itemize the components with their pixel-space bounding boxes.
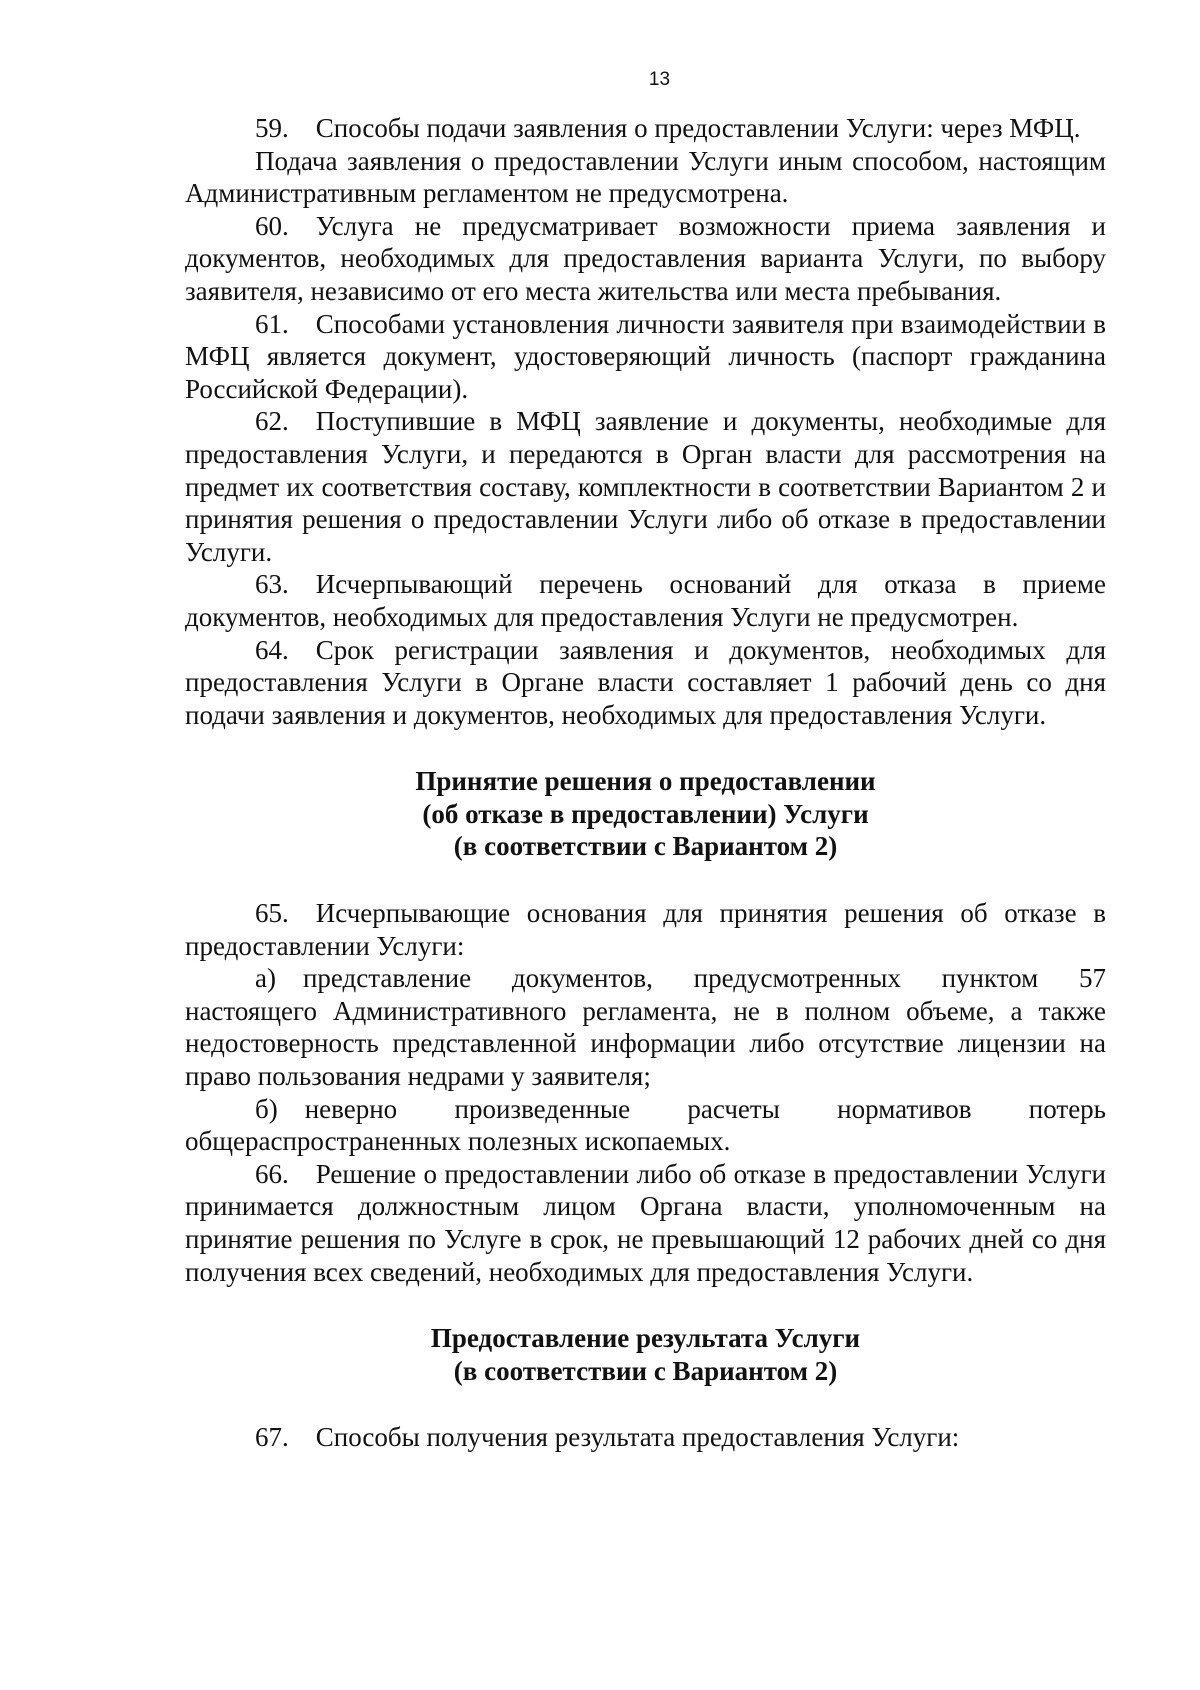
para-65: 65. Исчерпывающие основания для принятия решения об отказе в предоставлении Услуги: bbox=[185, 898, 1106, 961]
para-61: 61. Способами установления личности заявителя при взаимодействии в МФЦ является документ, удостоверяющий личность (паспорт гражданина Российской Федерации). bbox=[185, 308, 1106, 404]
para-66: 66. Решение о предоставлении либо об отказе в предоставлении Услуги принимается должностным лицом Органа власти, уполномоченным на принятие решения по Услуге в срок, не превышающий 12 рабочих дней со дня получения всех сведений, необходимых для предоставления Услуги. bbox=[185, 1158, 1106, 1287]
heading-line: (в соответствии с Вариантом 2) bbox=[453, 831, 838, 862]
page-number: 13 bbox=[648, 69, 671, 90]
para-65-a: а) представление документов, предусмотренных пунктом 57 настоящего Административного регламента, не в полном объеме, а также недостоверность представленной информации либо отсутствие лицензии на право пользования недрами у заявителя; bbox=[185, 963, 1106, 1092]
heading-line: Принятие решения о предоставлении bbox=[415, 766, 876, 797]
section-block-3 bbox=[185, 1421, 1106, 1454]
para-60: 60. Услуга не предусматривает возможности приема заявления и документов, необходимых для предоставления варианта Услуги, по выбору заявителя, независимо от его места жительства или места пребывания. bbox=[185, 210, 1106, 306]
heading-line: Предоставление результата Услуги bbox=[430, 1323, 861, 1354]
section-block-1 bbox=[185, 112, 1106, 731]
section-heading-result bbox=[185, 1322, 1106, 1387]
heading-line: (об отказе в предоставлении) Услуги bbox=[422, 798, 869, 829]
para-65-b: б) неверно произведенные расчеты нормативов потерь общераспространенных полезных ископаемых. bbox=[185, 1093, 1106, 1157]
para-62: 62. Поступившие в МФЦ заявление и документы, необходимые для предоставления Услуги, и передаются в Орган власти для рассмотрения на предмет их соответствия составу, комплектности в соответствии Вариантом 2 и принятия решения о предоставлении Услуги либо об отказе в предоставлении Услуги. bbox=[185, 406, 1106, 567]
section-heading-decision bbox=[185, 765, 1106, 863]
section-block-2 bbox=[185, 897, 1106, 1288]
para-59-cont: Подача заявления о предоставлении Услуги иным способом, настоящим Административным регламентом не предусмотрена. bbox=[185, 145, 1106, 209]
heading-line: (в соответствии с Вариантом 2) bbox=[453, 1355, 838, 1386]
para-59: 59. Способы подачи заявления о предоставлении Услуги: через МФЦ. bbox=[255, 113, 1081, 143]
para-64: 64. Срок регистрации заявления и документов, необходимых для предоставления Услуги в Органе власти составляет 1 рабочий день со дня подачи заявления и документов, необходимых для предоставления Услуги. bbox=[185, 634, 1106, 730]
para-67: 67. Способы получения результата предоставления Услуги: bbox=[255, 1422, 960, 1453]
para-63: 63. Исчерпывающий перечень оснований для отказа в приеме документов, необходимых для предоставления Услуги не предусмотрен. bbox=[185, 569, 1106, 632]
